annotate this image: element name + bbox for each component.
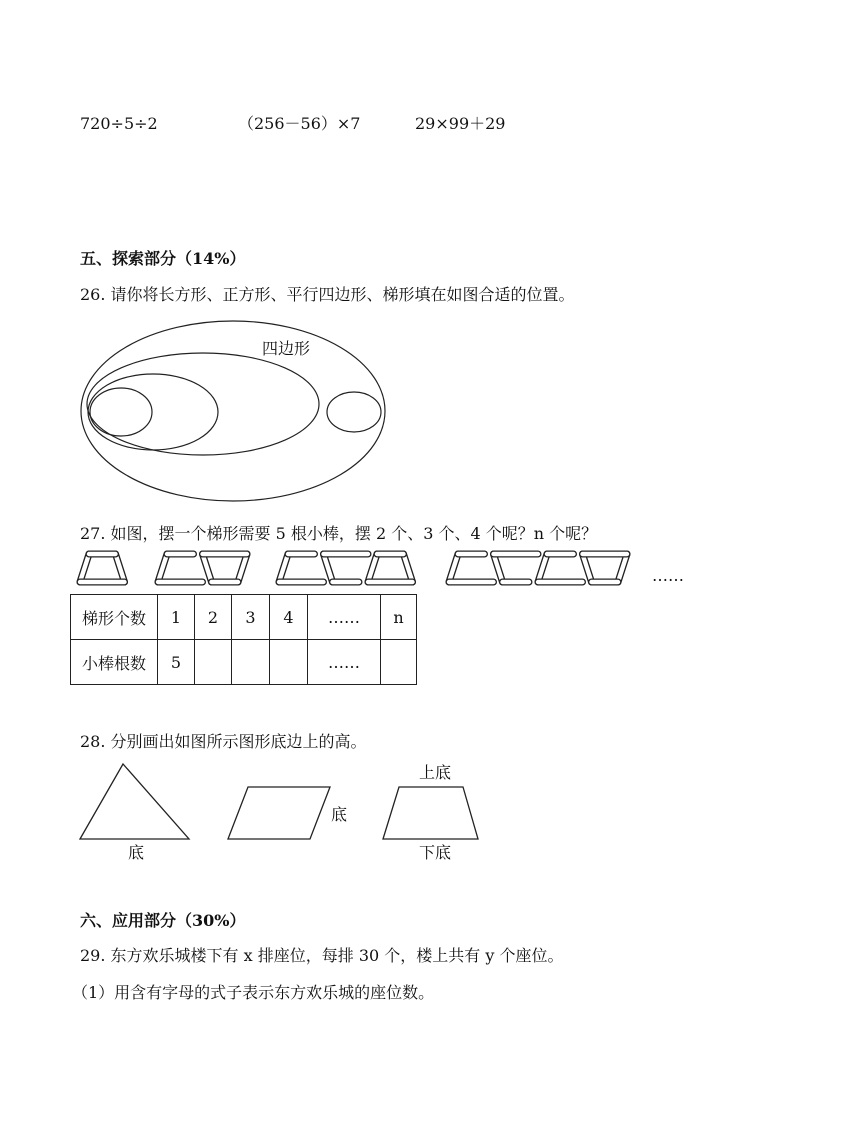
question-27-text: 27. 如图，摆一个梯形需要 5 根小棒，摆 2 个、3 个、4 个呢？n 个呢？ bbox=[80, 524, 598, 543]
parallelogram-base-label: 底 bbox=[331, 805, 348, 824]
table-cell: …… bbox=[308, 595, 381, 640]
table-cell: 小棒根数 bbox=[71, 640, 158, 685]
trapezoid-shape bbox=[383, 787, 478, 839]
table-cell: …… bbox=[308, 640, 381, 685]
table-cell: 5 bbox=[158, 640, 195, 685]
triangle-base-label: 底 bbox=[128, 843, 145, 862]
table-cell: 3 bbox=[232, 595, 270, 640]
question-26-text: 26. 请你将长方形、正方形、平行四边形、梯形填在如图合适的位置。 bbox=[80, 285, 575, 304]
table-cell: 1 bbox=[158, 595, 195, 640]
parallelogram-shape bbox=[228, 787, 330, 839]
expression-2: （256－56）×7 bbox=[238, 114, 361, 133]
trapezoid-bottom-label: 下底 bbox=[419, 843, 452, 862]
table-cell: 4 bbox=[270, 595, 308, 640]
table-cell: n bbox=[381, 595, 417, 640]
section-heading-explore: 五、探索部分（14%） bbox=[80, 249, 246, 268]
table-cell: 2 bbox=[195, 595, 232, 640]
expression-1: 720÷5÷2 bbox=[80, 114, 158, 133]
question-29-part-1: （1）用含有字母的式子表示东方欢乐城的座位数。 bbox=[72, 983, 435, 1002]
trapezoid-top-label: 上底 bbox=[419, 763, 452, 782]
venn-label-quadrilateral: 四边形 bbox=[262, 339, 311, 358]
expression-3: 29×99＋29 bbox=[415, 114, 506, 133]
section-heading-application: 六、应用部分（30%） bbox=[80, 911, 246, 930]
question-29-text: 29. 东方欢乐城楼下有 x 排座位，每排 30 个，楼上共有 y 个座位。 bbox=[80, 946, 564, 965]
question-28-text: 28. 分别画出如图所示图形底边上的高。 bbox=[80, 732, 367, 751]
triangle-shape bbox=[80, 764, 189, 839]
table-cell: 梯形个数 bbox=[71, 595, 158, 640]
pattern-ellipsis: …… bbox=[652, 566, 684, 585]
